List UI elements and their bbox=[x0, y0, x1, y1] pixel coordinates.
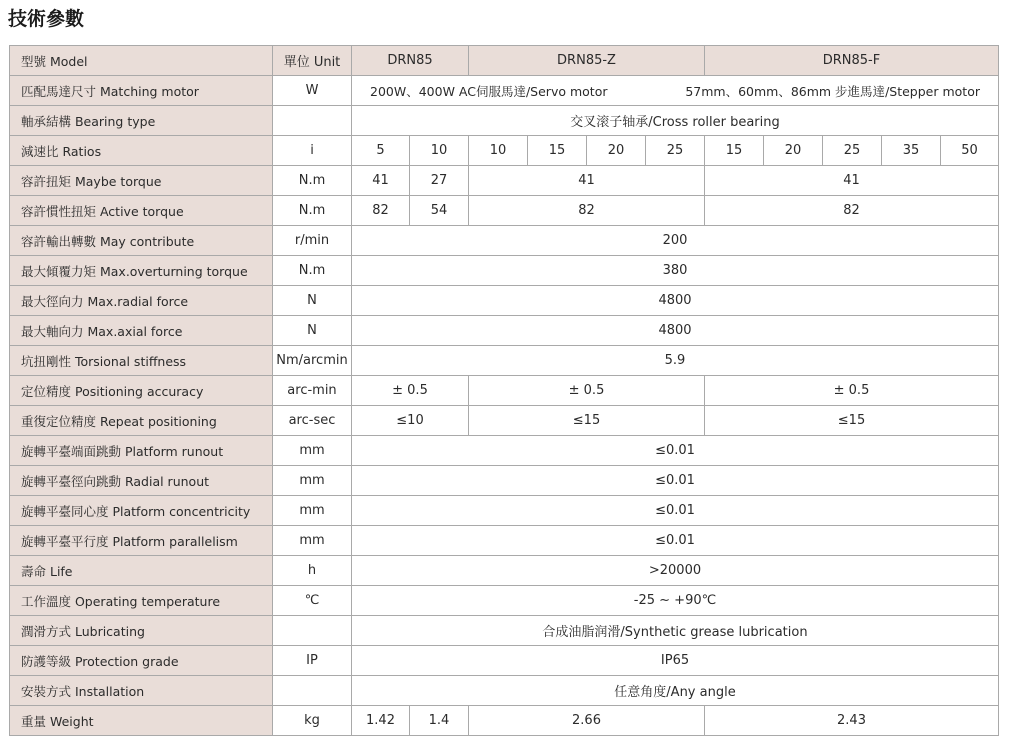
table-row bbox=[10, 706, 999, 736]
row-label: 坑扭剛性 Torsional stiffness bbox=[10, 346, 273, 376]
row-unit bbox=[273, 676, 352, 706]
row-unit: W bbox=[273, 76, 352, 106]
row-label: 匹配馬達尺寸 Matching motor bbox=[10, 76, 273, 106]
table-row bbox=[10, 646, 999, 676]
row-value: 2.43 bbox=[705, 706, 999, 736]
table-row bbox=[10, 496, 999, 526]
row-unit: r/min bbox=[273, 226, 352, 256]
row-value: 82 bbox=[352, 196, 410, 226]
row-unit: IP bbox=[273, 646, 352, 676]
row-value: 54 bbox=[410, 196, 469, 226]
row-unit: N.m bbox=[273, 166, 352, 196]
stepper-motor-value: 57mm、60mm、86mm 步進馬達/Stepper motor bbox=[685, 83, 980, 99]
ratio-cell: 10 bbox=[410, 136, 469, 166]
row-unit: mm bbox=[273, 466, 352, 496]
table-row bbox=[10, 166, 999, 196]
row-unit: mm bbox=[273, 436, 352, 466]
row-value: 合成油脂润滑/Synthetic grease lubrication bbox=[352, 616, 999, 646]
row-value: 82 bbox=[469, 196, 705, 226]
unit-header: 單位 Unit bbox=[273, 46, 352, 76]
row-value: 1.4 bbox=[410, 706, 469, 736]
model-drn85-f: DRN85-F bbox=[705, 46, 999, 76]
row-label: 旋轉平臺徑向跳動 Radial runout bbox=[10, 466, 273, 496]
row-label: 安裝方式 Installation bbox=[10, 676, 273, 706]
row-label: 容許慣性扭矩 Active torque bbox=[10, 196, 273, 226]
row-value: IP65 bbox=[352, 646, 999, 676]
model-label: 型號 Model bbox=[10, 46, 273, 76]
row-value: ± 0.5 bbox=[469, 376, 705, 406]
row-value: 1.42 bbox=[352, 706, 410, 736]
row-value: 4800 bbox=[352, 286, 999, 316]
ratio-cell: 15 bbox=[705, 136, 764, 166]
row-label: 定位精度 Positioning accuracy bbox=[10, 376, 273, 406]
row-value: 200 bbox=[352, 226, 999, 256]
row-unit: N.m bbox=[273, 196, 352, 226]
row-value: 82 bbox=[705, 196, 999, 226]
row-unit: N bbox=[273, 316, 352, 346]
table-row bbox=[10, 316, 999, 346]
table-header-row bbox=[10, 46, 999, 76]
row-unit: arc-min bbox=[273, 376, 352, 406]
model-drn85: DRN85 bbox=[352, 46, 469, 76]
row-value: 27 bbox=[410, 166, 469, 196]
row-label: 最大軸向力 Max.axial force bbox=[10, 316, 273, 346]
table-row bbox=[10, 106, 999, 136]
row-label: 重量 Weight bbox=[10, 706, 273, 736]
row-value: 5.9 bbox=[352, 346, 999, 376]
row-value: ≤15 bbox=[469, 406, 705, 436]
row-value: -25 ~ +90℃ bbox=[352, 586, 999, 616]
row-label: 旋轉平臺平行度 Platform parallelism bbox=[10, 526, 273, 556]
table-row bbox=[10, 556, 999, 586]
row-value: 交叉滚子轴承/Cross roller bearing bbox=[352, 106, 999, 136]
row-value: 380 bbox=[352, 256, 999, 286]
table-row bbox=[10, 286, 999, 316]
row-unit: arc-sec bbox=[273, 406, 352, 436]
row-label: 旋轉平臺同心度 Platform concentricity bbox=[10, 496, 273, 526]
row-unit: i bbox=[273, 136, 352, 166]
row-value: 4800 bbox=[352, 316, 999, 346]
ratio-cell: 20 bbox=[764, 136, 823, 166]
table-row bbox=[10, 616, 999, 646]
row-label: 減速比 Ratios bbox=[10, 136, 273, 166]
page-title: 技術參數 bbox=[8, 8, 85, 30]
ratio-cell: 10 bbox=[469, 136, 528, 166]
table-row bbox=[10, 346, 999, 376]
table-row bbox=[10, 256, 999, 286]
table-row bbox=[10, 526, 999, 556]
row-unit: N.m bbox=[273, 256, 352, 286]
row-value: 41 bbox=[705, 166, 999, 196]
row-value: ≤10 bbox=[352, 406, 469, 436]
row-value: >20000 bbox=[352, 556, 999, 586]
row-label: 工作溫度 Operating temperature bbox=[10, 586, 273, 616]
ratio-cell: 35 bbox=[882, 136, 941, 166]
row-label: 重復定位精度 Repeat positioning bbox=[10, 406, 273, 436]
row-label: 防護等級 Protection grade bbox=[10, 646, 273, 676]
row-unit: Nm/arcmin bbox=[273, 346, 352, 376]
row-value: ± 0.5 bbox=[352, 376, 469, 406]
row-unit: kg bbox=[273, 706, 352, 736]
ratio-cell: 25 bbox=[646, 136, 705, 166]
ratio-cell: 5 bbox=[352, 136, 410, 166]
model-drn85-z: DRN85-Z bbox=[469, 46, 705, 76]
row-unit: mm bbox=[273, 526, 352, 556]
row-label: 旋轉平臺端面跳動 Platform runout bbox=[10, 436, 273, 466]
ratio-cell: 20 bbox=[587, 136, 646, 166]
row-value: ≤0.01 bbox=[352, 526, 999, 556]
row-value: ≤0.01 bbox=[352, 496, 999, 526]
row-unit: ℃ bbox=[273, 586, 352, 616]
table-row bbox=[10, 376, 999, 406]
table-row bbox=[10, 196, 999, 226]
row-label: 軸承結構 Bearing type bbox=[10, 106, 273, 136]
row-value: ≤0.01 bbox=[352, 466, 999, 496]
row-unit bbox=[273, 106, 352, 136]
ratio-cell: 50 bbox=[941, 136, 999, 166]
motor-cell bbox=[352, 76, 999, 106]
row-unit: N bbox=[273, 286, 352, 316]
table-row bbox=[10, 586, 999, 616]
row-label: 容許扭矩 Maybe torque bbox=[10, 166, 273, 196]
row-label: 最大徑向力 Max.radial force bbox=[10, 286, 273, 316]
row-unit bbox=[273, 616, 352, 646]
row-label: 容許輸出轉數 May contribute bbox=[10, 226, 273, 256]
table-row bbox=[10, 466, 999, 496]
row-value: ≤15 bbox=[705, 406, 999, 436]
row-value: ≤0.01 bbox=[352, 436, 999, 466]
row-label: 最大傾覆力矩 Max.overturning torque bbox=[10, 256, 273, 286]
ratio-cell: 25 bbox=[823, 136, 882, 166]
table-row bbox=[10, 136, 999, 166]
table-row bbox=[10, 406, 999, 436]
row-value: 任意角度/Any angle bbox=[352, 676, 999, 706]
table-row bbox=[10, 226, 999, 256]
servo-motor-value: 200W、400W AC伺服馬達/Servo motor bbox=[370, 83, 608, 99]
row-label: 壽命 Life bbox=[10, 556, 273, 586]
table-row bbox=[10, 76, 999, 106]
row-value: 41 bbox=[352, 166, 410, 196]
row-value: 41 bbox=[469, 166, 705, 196]
row-value: ± 0.5 bbox=[705, 376, 999, 406]
row-unit: h bbox=[273, 556, 352, 586]
row-value: 2.66 bbox=[469, 706, 705, 736]
row-label: 潤滑方式 Lubricating bbox=[10, 616, 273, 646]
row-unit: mm bbox=[273, 496, 352, 526]
ratio-cell: 15 bbox=[528, 136, 587, 166]
table-row bbox=[10, 436, 999, 466]
table-row bbox=[10, 676, 999, 706]
spec-table bbox=[9, 45, 999, 736]
